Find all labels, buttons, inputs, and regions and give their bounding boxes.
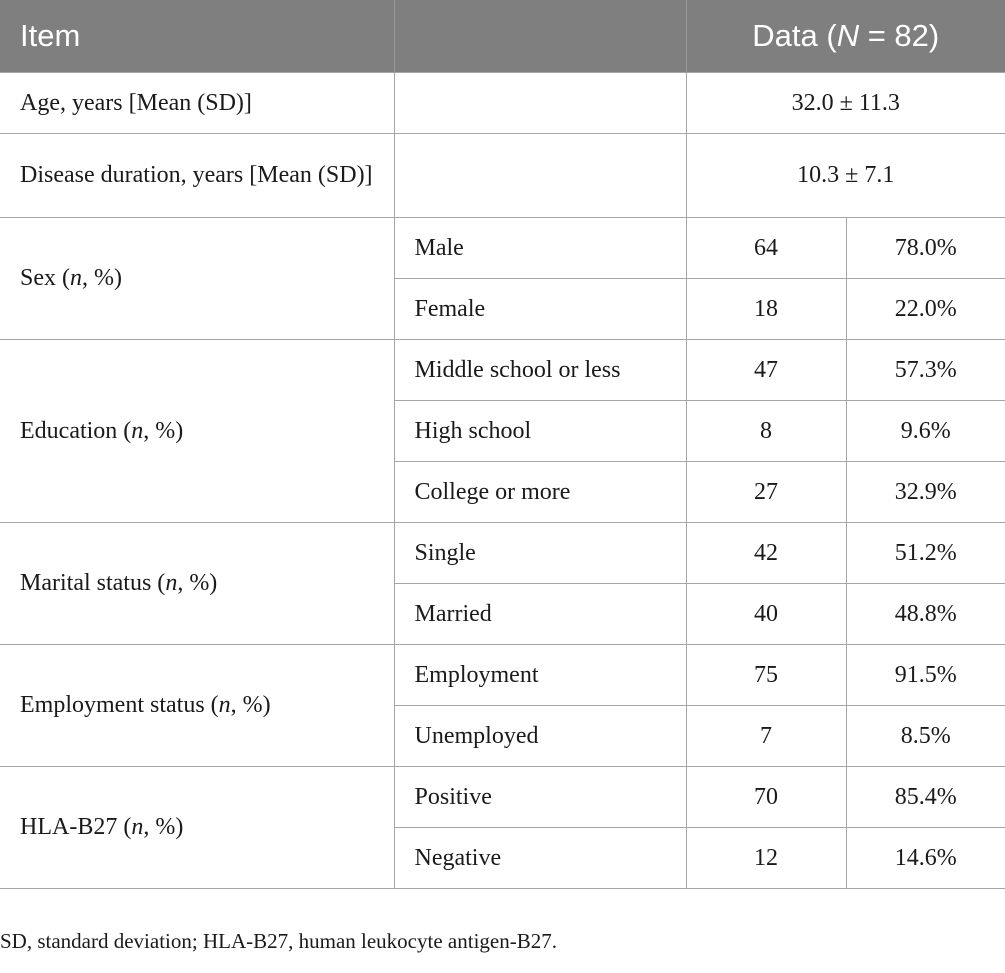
category-name: Employment	[394, 644, 686, 705]
label-prefix: Employment status (	[20, 692, 219, 718]
category-percent: 22.0%	[846, 278, 1005, 339]
category-name: Single	[394, 522, 686, 583]
blank-cell	[394, 72, 686, 133]
category-count: 8	[686, 400, 846, 461]
label-prefix: Sex (	[20, 265, 70, 291]
category-percent: 9.6%	[846, 400, 1005, 461]
category-percent: 57.3%	[846, 339, 1005, 400]
label-n: n	[218, 692, 231, 718]
category-name: College or more	[394, 461, 686, 522]
row-label-duration: Disease duration, years [Mean (SD)]	[0, 133, 394, 217]
category-name: Married	[394, 583, 686, 644]
category-count: 7	[686, 705, 846, 766]
header-blank	[394, 0, 686, 72]
category-percent: 91.5%	[846, 644, 1005, 705]
header-data-prefix: Data (	[752, 17, 837, 53]
category-percent: 85.4%	[846, 766, 1005, 827]
table-row	[0, 133, 1005, 217]
category-count: 12	[686, 827, 846, 888]
table-row	[0, 644, 1005, 705]
category-percent: 48.8%	[846, 583, 1005, 644]
label-prefix: Education (	[20, 417, 132, 444]
table-row	[0, 339, 1005, 400]
category-count: 64	[686, 217, 846, 278]
table-header-row	[0, 0, 1005, 72]
category-count: 47	[686, 339, 846, 400]
table-row	[0, 72, 1005, 133]
category-percent: 51.2%	[846, 522, 1005, 583]
category-count: 42	[686, 522, 846, 583]
table-row	[0, 766, 1005, 827]
value-age: 32.0 ± 11.3	[686, 72, 1005, 133]
row-label-sex	[0, 217, 394, 339]
category-percent: 32.9%	[846, 461, 1005, 522]
category-percent: 8.5%	[846, 705, 1005, 766]
label-prefix: Marital status (	[20, 570, 166, 596]
row-label-marital	[0, 522, 394, 644]
category-percent: 14.6%	[846, 827, 1005, 888]
value-duration: 10.3 ± 7.1	[686, 133, 1005, 217]
category-name: Unemployed	[394, 705, 686, 766]
row-label-hla	[0, 766, 394, 888]
category-name: Positive	[394, 766, 686, 827]
label-suffix: , %)	[143, 814, 184, 840]
category-count: 40	[686, 583, 846, 644]
category-name: Female	[394, 278, 686, 339]
table-row	[0, 217, 1005, 278]
label-suffix: , %)	[143, 417, 184, 444]
label-suffix: , %)	[230, 692, 271, 718]
label-n: n	[165, 570, 178, 596]
label-suffix: , %)	[82, 265, 122, 291]
table-row	[0, 522, 1005, 583]
row-label-education	[0, 339, 394, 522]
header-data-suffix: = 82)	[859, 17, 940, 53]
label-n: n	[70, 265, 82, 291]
label-prefix: HLA-B27 (	[20, 814, 132, 840]
category-name: Negative	[394, 827, 686, 888]
header-item: Item	[0, 0, 394, 72]
label-suffix: , %)	[177, 570, 218, 596]
category-name: Male	[394, 217, 686, 278]
category-name: High school	[394, 400, 686, 461]
category-count: 75	[686, 644, 846, 705]
row-label-age: Age, years [Mean (SD)]	[0, 72, 394, 133]
header-data-n: N	[836, 17, 860, 53]
header-data	[686, 0, 1005, 72]
label-n: n	[131, 814, 144, 840]
category-count: 27	[686, 461, 846, 522]
category-count: 70	[686, 766, 846, 827]
label-n: n	[131, 417, 144, 444]
category-count: 18	[686, 278, 846, 339]
row-label-employment	[0, 644, 394, 766]
table-footnote: SD, standard deviation; HLA-B27, human leukocyte antigen-B27.	[0, 929, 557, 953]
category-name: Middle school or less	[394, 339, 686, 400]
blank-cell	[394, 133, 686, 217]
category-percent: 78.0%	[846, 217, 1005, 278]
